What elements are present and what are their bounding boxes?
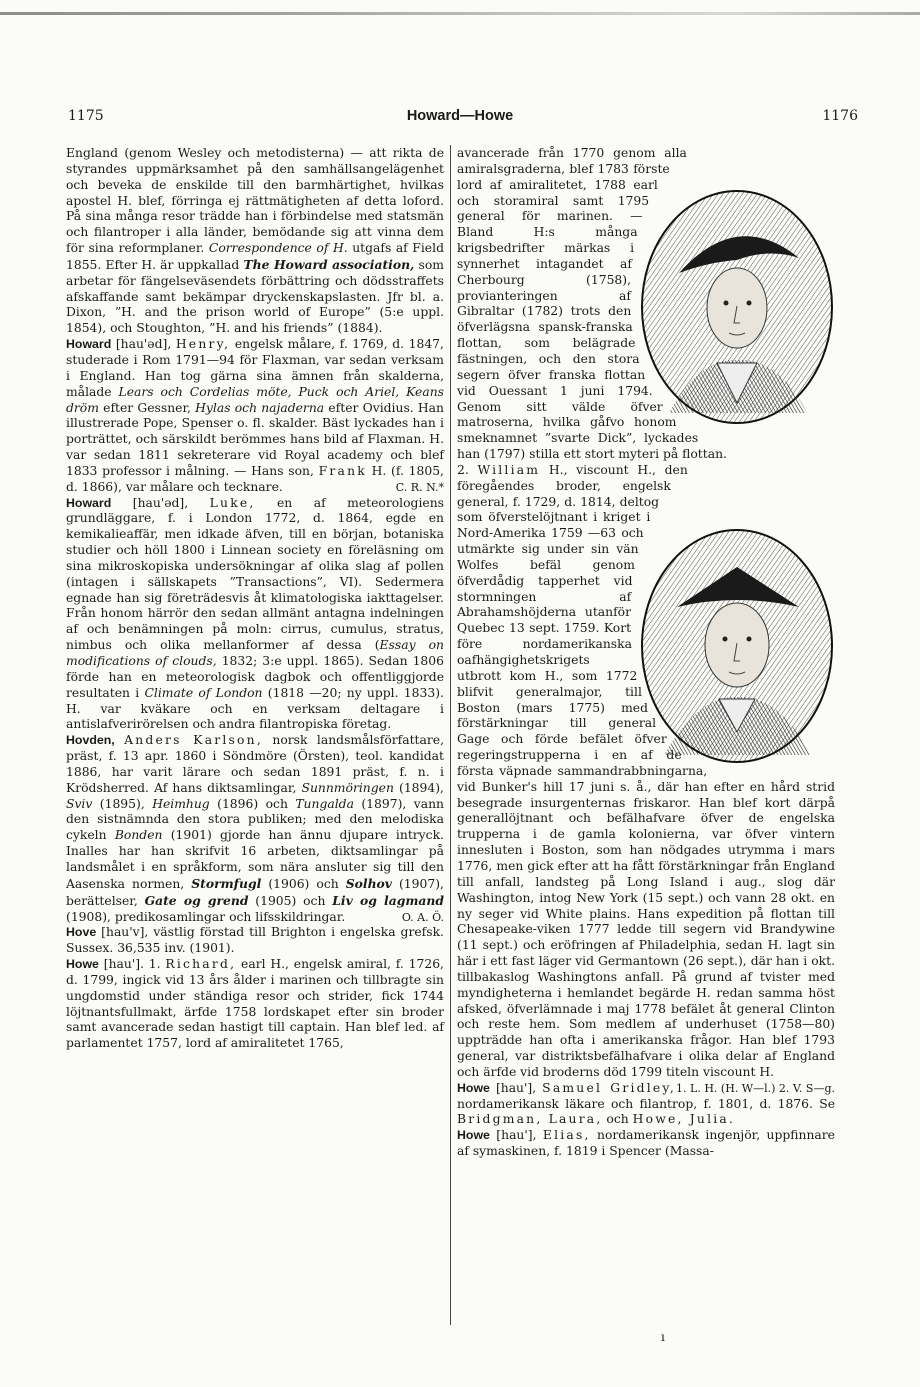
author-signature: C. R. N.* — [395, 480, 444, 494]
stray-mark: ı — [661, 1330, 665, 1344]
running-head: Howard—Howe — [406, 108, 514, 124]
entry-headword: Howe — [457, 1128, 490, 1143]
entry-headword: Hovden, — [66, 733, 115, 748]
cross-reference[interactable]: Bridgman, Laura, — [457, 1112, 603, 1127]
entry-howard-john-cont: England (genom Wesley och metodisterna) — att rikta de styrandes uppmärksamhet på den samhällsangelägenhet och beveka de enskilde till den barmhärtighet, hvilkas apostel H. blef, förringa ej rättmätigheten af detta loford. På sina många resor trädde han i förbindelse med statsmän och filantroper i alla länder, bemödande sig att vinna dem för sina reformplaner. Correspondence of H. utgafs af Field 1855. Efter H. är uppkallad The Howard association, som arbetar för fängelseväsendets förbättring och dödsstraffets afskaffande samt bekämpar dryckenskapslasten. Jfr bl. a. Dixon, ”H. and the prison world of Europe” (5:e uppl. 1854), och Stoughton, ”H. and his friends” (1884). — [66, 146, 444, 336]
entry-headword: Howe — [66, 957, 99, 972]
entry-howe-william: 2. William H., viscount H., den föregåendes broder, engelsk general, f. 1729, d. 1814, deltog som öfverstelöjtnant i kriget i Nord-Amerika 1759 —63 och utmärkte sig under sin vän Wolfes befäl genom öfverdådig tapperhet vid stormningen af Abrahamshöjderna utanför Quebec 13 sept. 1759. Kort före nordamerikanska oafhängighetskrigets utbrott kom H., som 1772 blifvit generalmajor, till Boston (mars 1775) med förstärkningar till general Gage och förde befälet öfver regeringstrupperna i en af de första väpnade sammandrabbningarna, vid Bunker's hill 17 juni s. å., där han efter en hård strid besegrade insurgenternas friskaror. Han blef kort därpå generallöjtnant och befälhafvare öfver de engelska trupperna i de gamla kolonierna, var öfver vintern innesluten i Boston, som han nödgades utrymma i mars 1776, men gick efter att ha fått förstärkningar från England till anfall, landsteg på Long Island i aug., slog där Washington, intog New York (15 sept.) och vann 28 okt. en ny seger vid White plains. Hans expedition på flottan till Chesapeake-viken 1777 ledde till segern vid Brandywine (11 sept.) och eröfringen af Philadelphia, sedan H. lagt sin här i ett fast läger vid Germantown (26 sept.), där han i okt. tillbakaslog Washingtons anfall. På grund af tvister med myndigheterna i hemlandet begärde H. redan samma höst afsked, öfverlämnade i maj 1778 befälet åt general Clinton och reste hem. Som medlem af underhuset (1758—80) uppträdde han ofta i amerikanska frågor. Han blef 1793 general, var distriktsbefälhafvare i olika delar af England och ärfde vid broderns död 1799 titeln viscount H. 1. L. H. (H. W—l.) 2. V. S—g. — [457, 462, 835, 1095]
cross-reference[interactable]: Howe, Julia. — [632, 1112, 736, 1127]
entry-howe-richard: Howe [hau']. 1. Richard, earl H., engelsk amiral, f. 1726, d. 1799, ingick vid 13 års ålder i marinen och tillbragte sin ungdomstid under ständiga resor och strider, fick 1744 löjtnantsfullmakt, ärfde 1758 lordskapet efter sin broder samt avancerade sedan hastigt till captain. Han blef led. af parlamentet 1757, lord af amiralitetet 1765, — [66, 957, 444, 1051]
portrait-william-howe — [639, 527, 835, 765]
entry-howe-samuel: Howe [hau'], Samuel Gridley, nordamerikansk läkare och filantrop, f. 1801, d. 1876. Se Bridgman, Laura, och Howe, Julia. — [457, 1080, 835, 1127]
entry-headword: Howard — [66, 495, 112, 510]
column-divider — [450, 145, 451, 1325]
column-left — [66, 146, 444, 1052]
entry-howard-henry: Howard [hau'əd], Henry, engelsk målare, f. 1769, d. 1847, studerade i Rom 1791—94 för Flaxman, var sedan verksam i England. Han tog gärna sina ämnen från skalderna, målade Lears och Cordelias möte, Puck och Ariel, Keans dröm efter Gessner, Hylas och najaderna efter Ovidius. Han illustrerade Pope, Spenser o. fl. skalder. Bäst lyckades han i porträttet, och särskildt berömmes hans bild af Flaxman. H. var sedan 1811 sekreterare vid Royal academy och blef 1833 professor i målning. — Hans son, Frank H. (f. 1805, d. 1866), var målare och tecknare. C. R. N.* — [66, 337, 444, 494]
top-rule — [0, 12, 920, 15]
entry-hove: Hove [hau'v], västlig förstad till Brighton i engelska grefsk. Sussex. 36,535 inv. (1901). — [66, 925, 444, 956]
page-number-left: 1175 — [68, 108, 104, 124]
column-right — [457, 146, 835, 1160]
entry-howard-luke: Howard [hau'əd], Luke, en af meteorologiens grundläggare, f. i London 1772, d. 1864, egde en kemikalieaffär, men idkade äfven, till en början, botaniska studier och höll 1800 i Linnean society en föreläsning om sina mikroskopiska undersökningar af olika slag af pollen (intagen i sällskapets ”Transactions”, VI). Sedermera egnade han sig företrädesvis åt klimatologiska iakttagelser. Från honom härrör den sedan allmänt antagna indelningen af och benämningen på moln: cirrus, cumulus, stratus, nimbus och olika mellanformer af dessa (Essay on modifications of clouds, 1832; 3:e uppl. 1865). Sedan 1806 förde han en meteorologisk dagbok och offentliggjorde resultaten i Climate of London (1818 —20; ny uppl. 1833). H. var kväkare och en verksam deltagare i antislafverirörelsen och andra filantropiska företag. — [66, 495, 444, 732]
entry-headword: Howe — [457, 1080, 490, 1095]
portrait-engraving-icon — [639, 527, 835, 765]
portrait-richard-howe — [639, 178, 835, 436]
entry-howe-elias: Howe [hau'], Elias, nordamerikansk ingenjör, uppfinnare af symaskinen, f. 1819 i Spencer (Massa- — [457, 1128, 835, 1159]
author-signature: O. A. Ö. — [401, 910, 444, 924]
entry-hovden: Hovden, Anders Karlson, norsk landsmålsförfattare, präst, f. 13 apr. 1860 i Söndmöre (Örsten), teol. kandidat 1886, har varit lärare och sedan 1891 präst, f. n. i Krödsherred. Af hans diktsamlingar, Sunnmöringen (1894), Sviv (1895), Heimhug (1896) och Tungalda (1897), vann den sistnämnda den stora publiken; med den melodiska cykeln Bonden (1901) gjorde han ännu djupare intryck. Inalles har han skrifvit 16 arbeten, diktsamlingar på landsmålet i en språkform, som nära ansluter sig till den Aasenska normen, Stormfugl (1906) och Solhov (1907), berättelser, Gate og grend (1905) och Liv og lagmand (1908), predikosamlingar och lifsskildringar. O. A. Ö. — [66, 733, 444, 924]
entry-howe-richard-cont: avancerade från 1770 genom alla amiralsgraderna, blef 1783 förste lord af amiralitetet, 1788 earl och storamiral samt 1795 general för marinen. — Bland H:s många krigsbedrifter märkas i synnerhet intagandet af Cherbourg (1758), provianteringen af Gibraltar (1782) trots den öfverlägsna spansk-franska flottan, som belägrade fästningen, och den stora segern öfver franska flottan vid Ouessant 1 juni 1794. Genom sitt välde öfver matroserna, hvilka gåfvo honom smeknamnet ”svarte Dick”, lyckades han (1797) stilla ett stort myteri på flottan. — [457, 146, 835, 463]
author-signature: 1. L. H. (H. W—l.) 2. V. S—g. — [676, 1081, 835, 1095]
page-number-right: 1176 — [822, 108, 858, 124]
entry-headword: Hove — [66, 925, 97, 940]
entry-headword: Howard — [66, 337, 112, 352]
portrait-engraving-icon — [639, 178, 835, 436]
